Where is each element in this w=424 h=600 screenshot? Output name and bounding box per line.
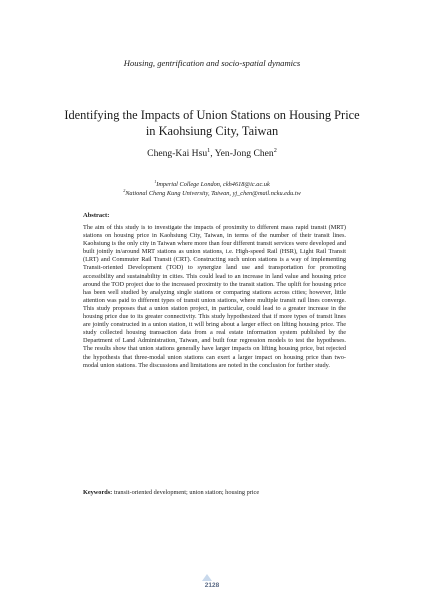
author-name: Yen-Jong Chen <box>214 148 274 159</box>
paper-title: Identifying the Impacts of Union Stations on Housing Price in Kaohsiung City, Taiwan <box>64 108 360 138</box>
author-line <box>0 148 424 159</box>
keywords-text: transit-oriented development; union station; housing price <box>112 489 260 496</box>
affiliation <box>0 178 424 188</box>
affiliation <box>0 187 424 197</box>
affiliation-superscript: 2 <box>123 187 126 193</box>
author-superscript: 1 <box>207 146 211 154</box>
author-separator: , <box>210 148 215 159</box>
affiliation-superscript: 1 <box>154 178 157 184</box>
author-superscript: 2 <box>273 146 277 154</box>
footer-triangle-icon <box>202 574 212 581</box>
keywords-label: Keywords: <box>83 489 113 496</box>
author-name: Cheng-Kai Hsu <box>147 148 208 159</box>
abstract-heading: Abstract: <box>83 212 110 219</box>
keywords-line <box>83 489 346 496</box>
affiliation-text: Imperial College London, ckh4618@ic.ac.uk <box>156 181 270 188</box>
abstract-body: The aim of this study is to investigate the impacts of proximity to different mass rapid transit (MRT) stations on housing price in Kaohsiung City, Taiwan, in terms of the number of their transit lines. Kaohsiung is the only city in Taiwan where more than four different transit services were developed and built jointly in/around MRT stations as union stations, i.e. High-speed Rail (HSR), Light Rail Transit (LRT) and Commuter Rail Transit (CRT). Constructing such union stations is a way of implementing Transit-oriented Development (TOD) to synergize land use and transportation for promoting accessibility and sustainability in cities. This could lead to an increase in land value and housing price around the TOD project due to the increased proximity to the transit station. The uplift for housing price has been well studied by analyzing single stations or comparing stations across cities; however, little attention was paid to different types of transit union stations, where multiple transit rail lines converge. This study proposes that a union station project, in particular, could lead to a greater increase in the housing price due to its greater connectivity. This study hypothesized that if more types of transit lines are jointly constructed in a union station, it will bring about a larger effect on lifting housing price. The study collected housing transaction data from a real estate information system published by the Department of Land Administration, Taiwan, and built four regression models to test the hypotheses. The results show that union stations generally have larger impacts on lifting housing price, but rejected the hypothesis that three-modal union stations can exert a larger impact on housing price than two-modal union stations. The discussions and limitations are noted in the conclusion for further study. <box>83 224 346 369</box>
page-number: 2128 <box>204 582 220 589</box>
conference-track: Housing, gentrification and socio-spatial dynamics <box>123 58 301 68</box>
affiliation-text: National Cheng Kung University, Taiwan, yj_chen@mail.ncku.edu.tw <box>125 190 301 197</box>
